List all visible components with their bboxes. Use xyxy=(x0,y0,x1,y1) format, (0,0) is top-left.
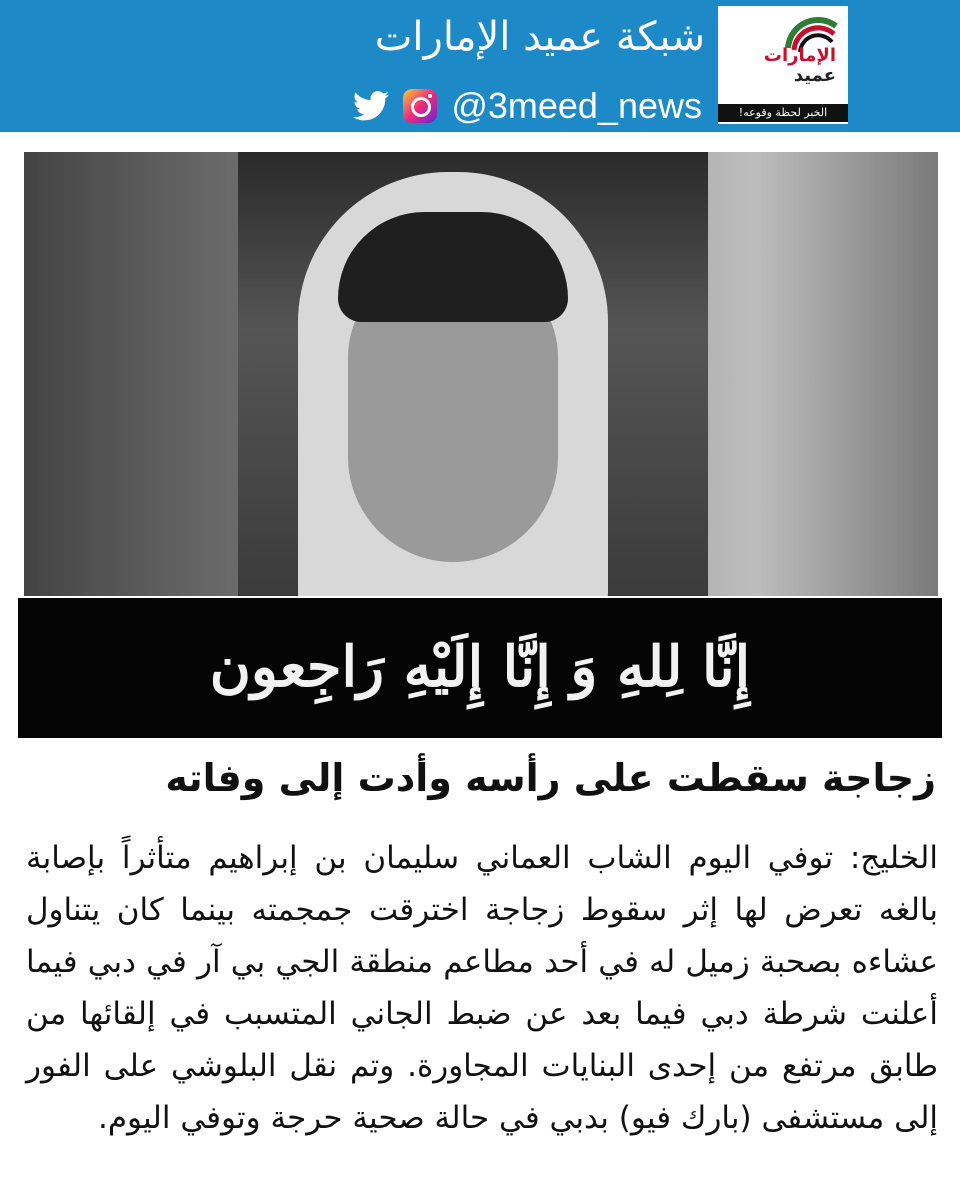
instagram-lens xyxy=(411,97,431,117)
article-body: الخليج: توفي اليوم الشاب العماني سليمان بن إبراهيم متأثراً بإصابة بالغه تعرض لها إثر سقوط زجاجة اخترقت جمجمته بينما كان يتناول عشاءه بصحبة زميل له في أحد مطاعم منطقة الجي بي آر في دبي فيما أعلنت شرطة دبي فيما بعد عن ضبط الجاني المتسبب في إلقائها من طابق مرتفع من إحدى البنايات المجاورة. وتم نقل البلوشي على الفور إلى مستشفى (بارك فيو) بدبي في حالة صحية حرجة وتوفي اليوم. xyxy=(26,840,938,1136)
network-title: شبكة عميد الإمارات xyxy=(374,14,705,60)
logo-line-2: عميد xyxy=(793,65,836,86)
portrait-hair xyxy=(338,212,568,322)
network-logo xyxy=(718,6,848,124)
instagram-dot xyxy=(428,94,432,98)
social-handle-row[interactable] xyxy=(353,84,702,128)
instagram-icon[interactable] xyxy=(403,89,437,123)
account-handle[interactable]: @3meed_news xyxy=(451,85,702,126)
condolence-banner xyxy=(18,598,942,738)
logo-tagline: الخبر لحظة وقوعه! xyxy=(718,104,848,122)
article-headline: زجاجة سقطت على رأسه وأدت إلى وفاته xyxy=(165,756,936,800)
condolence-text: إِنَّا لِلهِ وَ إِنَّا إِلَيْهِ رَاجِعون xyxy=(209,634,751,700)
portrait-center xyxy=(238,152,708,596)
portrait-photo xyxy=(24,152,938,596)
twitter-icon[interactable] xyxy=(353,91,389,121)
logo-wordmark xyxy=(764,46,836,86)
logo-line-1: الإمارات xyxy=(763,45,836,66)
